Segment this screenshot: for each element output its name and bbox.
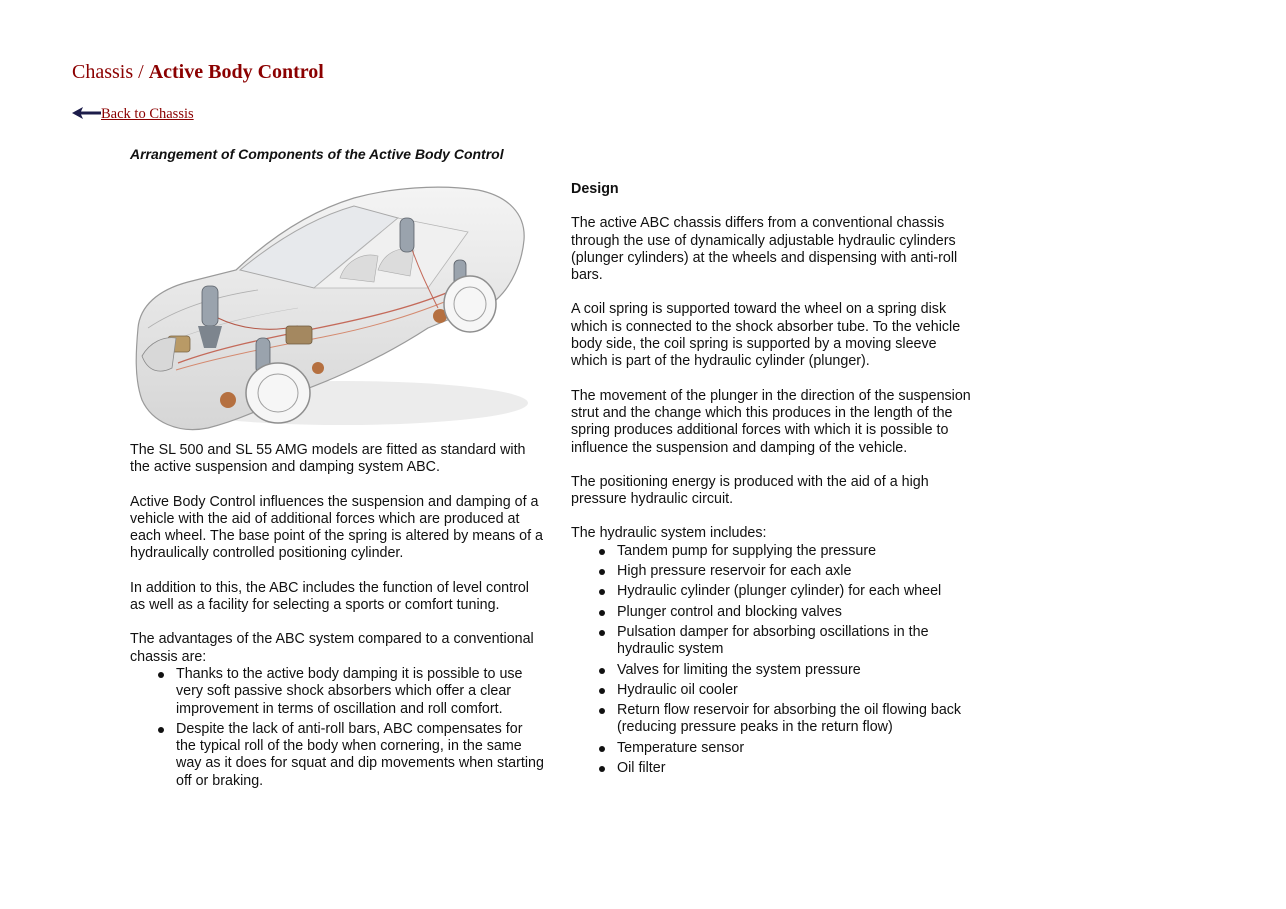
intro-paragraph: The SL 500 and SL 55 AMG models are fitted as standard with the active suspension and damping system ABC.: [130, 442, 526, 476]
left-arrow-icon[interactable]: [72, 106, 101, 120]
section-title: Active Body Control: [148, 61, 324, 83]
back-nav[interactable]: [72, 103, 194, 123]
car-cutaway-illustration-icon: [128, 178, 538, 440]
influence-paragraph: Active Body Control influences the suspension and damping of a vehicle with the aid of additional forces which are produced at each wheel. The base point of the spring is altered by means of a hydraulically controlled positioning cylinder.: [130, 493, 544, 562]
components-list: [571, 543, 971, 778]
figure-caption: Arrangement of Components of the Active Body Control: [130, 146, 504, 162]
level-control-paragraph: In addition to this, the ABC includes the function of level control as well as a facility for selecting a sports or comfort tuning.: [130, 579, 529, 614]
list-item: Plunger control and blocking valves: [617, 604, 971, 621]
advantages-intro-paragraph: The advantages of the ABC system compared to a conventional chassis are:: [130, 631, 534, 665]
list-item: Hydraulic oil cooler: [617, 682, 971, 699]
list-item: Despite the lack of anti-roll bars, ABC compensates for the typical roll of the body when cornering, in the same way as it does for squat and dip movements when starting off or braking.: [176, 720, 544, 789]
breadcrumb-parent: Chassis: [72, 61, 134, 83]
breadcrumb-separator: /: [133, 61, 149, 83]
list-item: Thanks to the active body damping it is possible to use very soft passive shock absorbers which offer a clear improvement in terms of oscillation and roll comfort.: [176, 666, 545, 718]
left-column: [130, 442, 545, 793]
plunger-paragraph: The movement of the plunger in the direction of the suspension strut and the change which this produces in the length of the spring produces additional forces with which it is possible to influence the suspension and damping of the vehicle.: [571, 387, 971, 456]
design-heading: Design: [571, 181, 619, 197]
list-item: High pressure reservoir for each axle: [617, 563, 971, 580]
design-paragraph: The active ABC chassis differs from a conventional chassis through the use of dynamically adjustable hydraulic cylinders (plunger cylinders) at the wheels and dispensing with anti-roll bars.: [571, 215, 958, 284]
right-column: [571, 181, 971, 780]
list-item: Temperature sensor: [617, 740, 971, 757]
list-item: Oil filter: [617, 760, 971, 777]
list-item: Valves for limiting the system pressure: [617, 662, 971, 679]
back-to-chassis-link[interactable]: Back to Chassis: [101, 106, 194, 122]
list-item: Return flow reservoir for absorbing the oil flowing back (reducing pressure peaks in the return flow): [617, 702, 971, 737]
list-item: Tandem pump for supplying the pressure: [617, 543, 971, 560]
page-title: [72, 61, 324, 84]
list-item: Hydraulic cylinder (plunger cylinder) for each wheel: [617, 583, 971, 600]
list-item: Pulsation damper for absorbing oscillations in the hydraulic system: [617, 624, 971, 659]
hydraulic-intro-paragraph: The hydraulic system includes:: [571, 525, 767, 542]
advantages-list: [130, 666, 545, 790]
coil-spring-paragraph: A coil spring is supported toward the wheel on a spring disk which is connected to the shock absorber tube. To the vehicle body side, the coil spring is supported by a moving sleeve which is part of the hydraulic cylinder (plunger).: [571, 301, 961, 370]
energy-paragraph: The positioning energy is produced with the aid of a high pressure hydraulic circuit.: [571, 473, 929, 508]
